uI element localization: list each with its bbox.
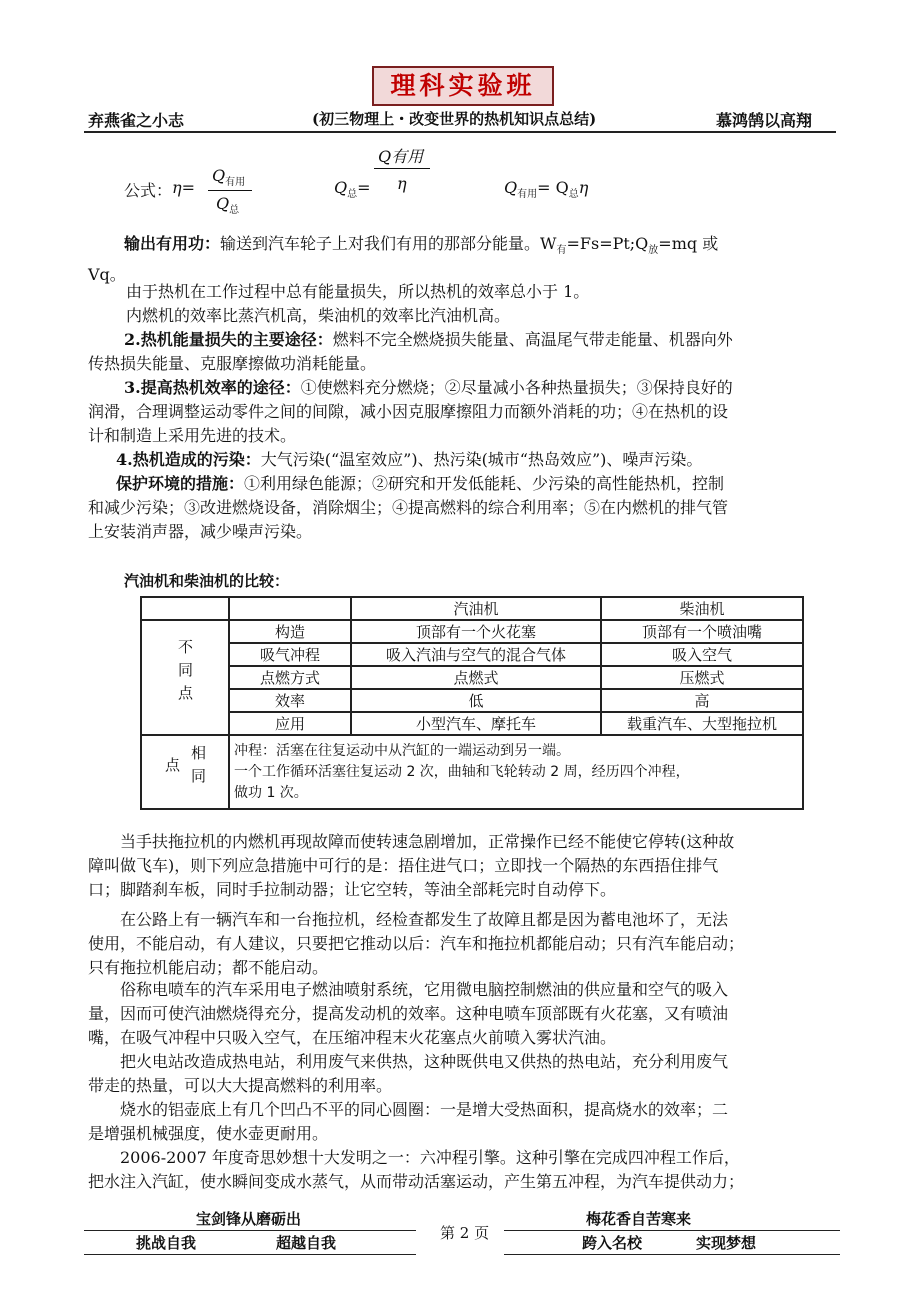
page-number: 第 2 页 — [440, 1224, 490, 1242]
footer-rule-right-bottom — [504, 1254, 840, 1255]
footer-right-slogan-1: 跨入名校 — [582, 1234, 643, 1252]
cell-similarities: 冲程：活塞在往复运动中从汽缸的一端运动到另一端。 一个工作循环活塞往复运动 2 次，曲轴和飞轮转动 2 周，经历四个冲程， 做功 1 次。 — [229, 735, 803, 809]
formula-denominator: $Q_总$ — [216, 194, 240, 217]
formula-eta: η= — [172, 178, 195, 197]
cell-gasoline: 低 — [351, 689, 601, 712]
cell-diesel: 载重汽车、大型拖拉机 — [601, 712, 803, 735]
paragraph-kettle: 烧水的铝壶底上有几个凹凸不平的同心圆圈：一是增大受热面积，提高烧水的效率；二 是增强机械强度，使水壶更耐用。 — [88, 1100, 729, 1143]
footer-rule-left-bottom — [84, 1254, 416, 1255]
formula-label: 公式： — [124, 181, 173, 200]
side-label-different: 不同点 — [141, 620, 229, 735]
paragraph-runaway-tractor: 当手扶拖拉机的内燃机再现故障而使转速急剧增加，正常操作已经不能使它停转(这种故 障叫做飞车)，则下列应急措施中可行的是：捂住进气口；立即找一个隔热的东西捂住排气 口；脚踏刹车板，同时手拉制动器；让它空转，等油全部耗完时自动停下。 — [88, 832, 735, 899]
formula-eta-den: η — [397, 174, 407, 193]
header-left-motto: 弃燕雀之小志 — [88, 111, 185, 130]
paragraph-efi: 俗称电喷车的汽车采用电子燃油喷射系统，它用微电脑控制燃油的供应量和空气的吸入 量，因而可使汽油燃烧得充分，提高发动机的效率。这种电喷车顶部既有火花塞，又有喷油 嘴，在吸气冲程中只吸入空气，在压缩冲程末火花塞点火前喷入雾状汽油。 — [88, 980, 729, 1047]
side-label-same: 相同点 — [141, 735, 229, 809]
paragraph-efficiency-compare: 内燃机的效率比蒸汽机高，柴油机的效率比汽油机高。 — [126, 306, 511, 325]
footer-rule-left — [84, 1230, 416, 1231]
paragraph-energy-loss: 2.热机能量损失的主要途径：燃料不完全燃烧损失能量、高温尾气带走能量、机器向外 传热损失能量、克服摩擦做功消耗能量。 — [88, 330, 733, 373]
cell-diesel: 压燃式 — [601, 666, 803, 689]
banner-title: 理科实验班 — [372, 66, 554, 106]
paragraph-six-stroke: 2006-2007 年度奇思妙想十大发明之一：六冲程引擎。这种引擎在完成四冲程工作后， 把水注入汽缸，使水瞬间变成水蒸气，从而带动活塞运动，产生第五冲程，为汽车提供动力； — [88, 1148, 745, 1191]
cell-diesel: 高 — [601, 689, 803, 712]
footer-right-slogan-2: 实现梦想 — [696, 1234, 757, 1252]
paragraph-improve-efficiency: 3.提高热机效率的途径：①使燃料充分燃烧；②尽量减小各种热量损失；③保持良好的 润滑，合理调整运动零件之间的间隙，减小因克服摩擦阻力而额外消耗的功；④在热机的设 计和制造上采用先进的技术。 — [88, 378, 733, 445]
row-label: 应用 — [229, 712, 351, 735]
cell-diesel: 顶部有一个喷油嘴 — [601, 620, 803, 643]
row-label: 构造 — [229, 620, 351, 643]
cell-gasoline: 小型汽车、摩托车 — [351, 712, 601, 735]
cell-gasoline: 顶部有一个火花塞 — [351, 620, 601, 643]
paragraph-protection: 保护环境的措施：①利用绿色能源；②研究和开发低能耗、少污染的高性能热机，控制 和减少污染；③改进燃烧设备，消除烟尘；④提高燃料的综合利用率；⑤在内燃机的排气管 上安装消声器，减少噪声污染。 — [88, 474, 729, 541]
row-label: 点燃方式 — [229, 666, 351, 689]
table-row — [141, 666, 803, 689]
footer-right-motto: 梅花香自苦寒来 — [586, 1210, 692, 1228]
table-row — [141, 712, 803, 735]
table-header-cell — [229, 597, 351, 620]
formula-q-useful: $Q_{有用}= Q_总\eta$ — [504, 178, 589, 201]
cell-gasoline: 点燃式 — [351, 666, 601, 689]
paragraph-battery-start: 在公路上有一辆汽车和一台拖拉机，经检查都发生了故障且都是因为蓄电池坏了，无法 使用，不能启动，有人建议，只要把它推动以后：汽车和拖拉机都能启动；只有汽车能启动； 只有拖拉机能启动；都不能启动。 — [88, 910, 745, 977]
cell-gasoline: 吸入汽油与空气的混合气体 — [351, 643, 601, 666]
footer-left-motto: 宝剑锋从磨砺出 — [196, 1210, 302, 1228]
paragraph-efficiency-less-than-one: 由于热机在工作过程中总有能量损失，所以热机的效率总小于 1。 — [126, 282, 590, 301]
footer-rule-right — [504, 1230, 840, 1231]
cell-diesel: 吸入空气 — [601, 643, 803, 666]
formula-q-useful-num: Q有用 — [378, 147, 424, 166]
table-header-diesel: 柴油机 — [601, 597, 803, 620]
table-header-row — [141, 597, 803, 620]
fraction-bar-2 — [374, 168, 430, 169]
table-row-same — [141, 735, 803, 809]
row-label: 吸气冲程 — [229, 643, 351, 666]
fraction-bar — [208, 190, 252, 191]
formula-q-total: $Q_总=$ — [334, 178, 371, 201]
table-row — [141, 643, 803, 666]
table-row — [141, 620, 803, 643]
paragraph-useful-work: 输出有用功：输送到汽车轮子上对我们有用的那部分能量。$W_有=Fs=Pt;Q_放=mq$ 或 Vq。 — [88, 234, 719, 285]
row-label: 效率 — [229, 689, 351, 712]
table-header-gasoline: 汽油机 — [351, 597, 601, 620]
header-right-motto: 慕鸿鹄以高翔 — [716, 111, 813, 130]
table-header-cell — [141, 597, 229, 620]
table-row — [141, 689, 803, 712]
header-rule — [84, 131, 836, 133]
header-subtitle: (初三物理上・改变世界的热机知识点总结) — [312, 110, 597, 128]
footer-left-slogan-1: 挑战自我 — [136, 1234, 197, 1252]
table-title: 汽油机和柴油机的比较： — [124, 572, 290, 590]
footer-left-slogan-2: 超越自我 — [276, 1234, 337, 1252]
paragraph-cogeneration: 把火电站改造成热电站，利用废气来供热，这种既供电又供热的热电站，充分利用废气 带走的热量，可以大大提高燃料的利用率。 — [88, 1052, 729, 1095]
formula-numerator: $Q_{有用}$ — [212, 166, 246, 189]
comparison-table — [140, 596, 804, 810]
paragraph-pollution: 4.热机造成的污染：大气污染(“温室效应”)、热污染(城市“热岛效应”)、噪声污染。 — [116, 450, 703, 469]
